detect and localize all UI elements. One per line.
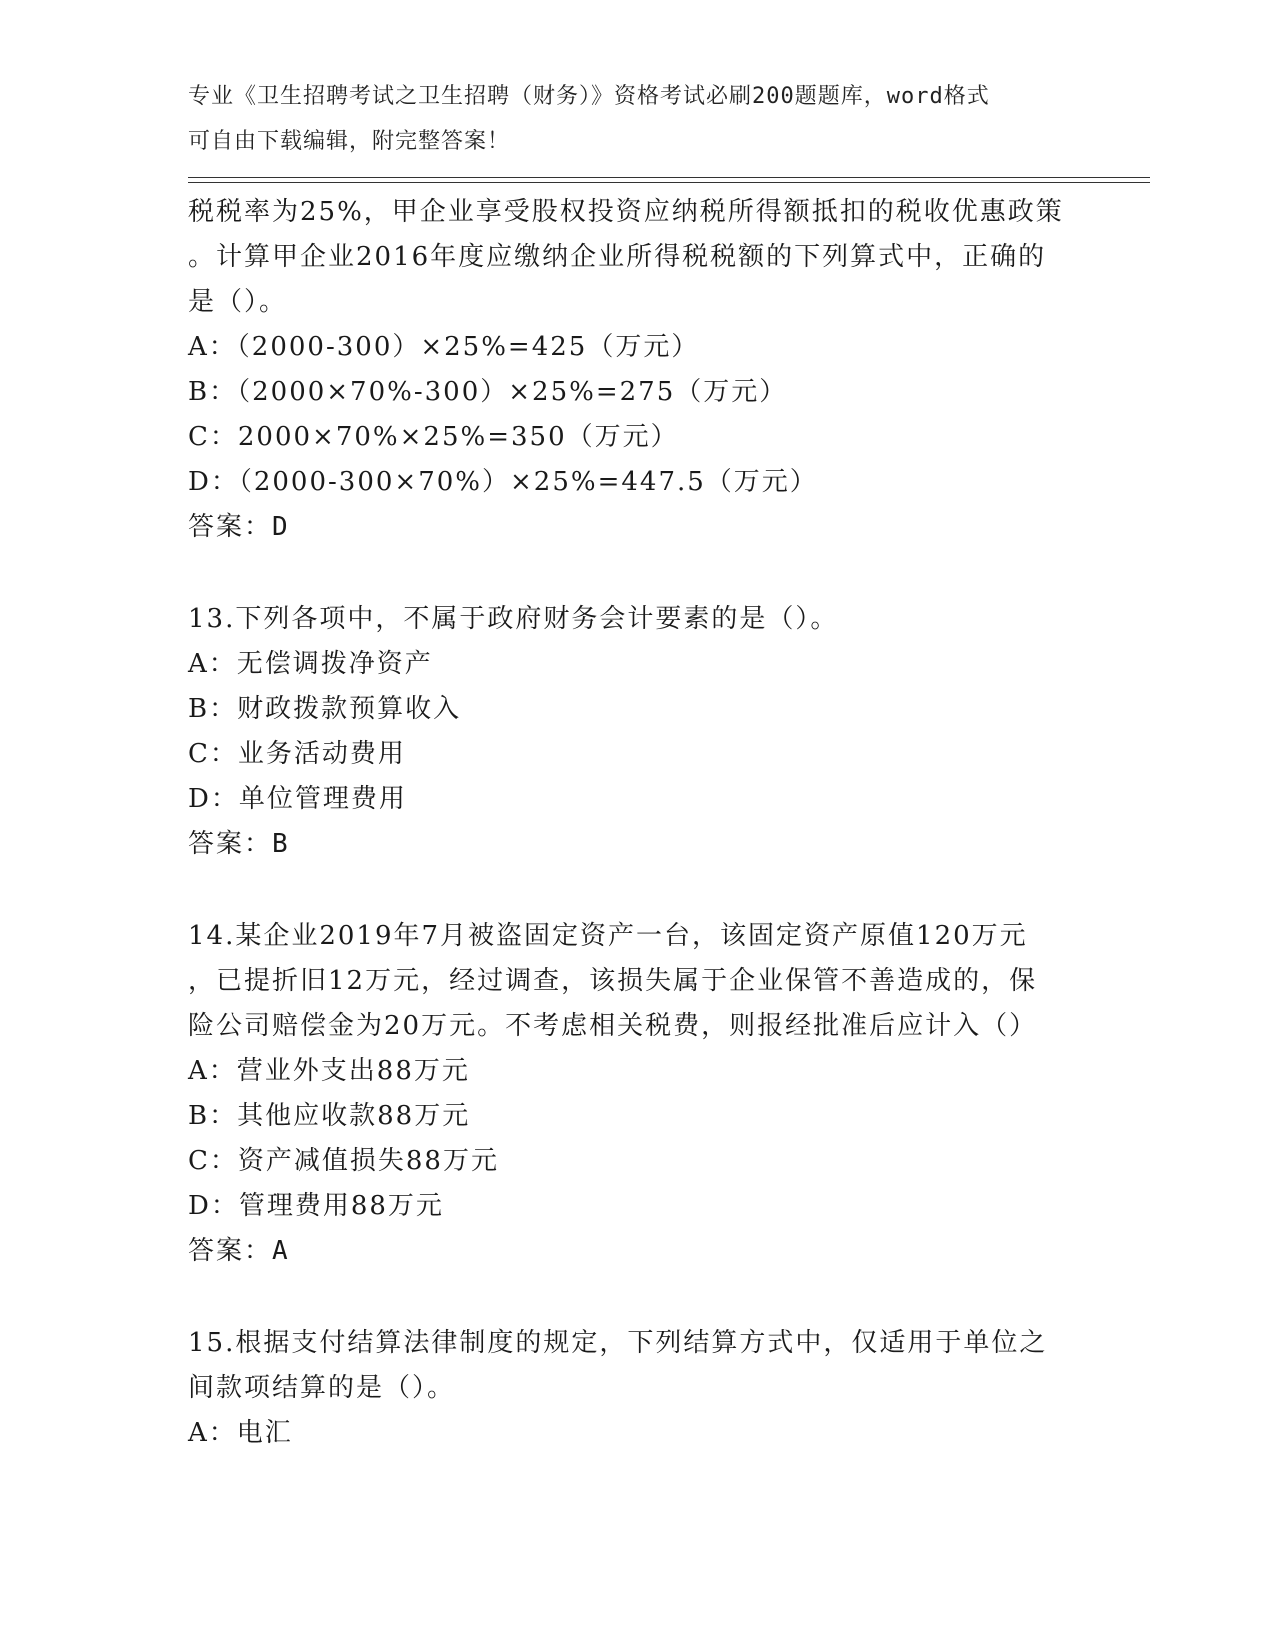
document-body: [188, 190, 1088, 1456]
option-a: A：营业外支出88万元: [188, 1056, 470, 1086]
option-a: A：无偿调拨净资产: [188, 649, 433, 679]
question-text: ，已提折旧12万元，经过调查，该损失属于企业保管不善造成的，保: [188, 966, 1038, 996]
header-line-2: 可自由下载编辑，附完整答案！: [188, 129, 511, 154]
option-d: D：单位管理费用: [188, 784, 407, 814]
question-13: [188, 597, 1088, 867]
option-d: D：管理费用88万元: [188, 1191, 444, 1221]
header-divider-top: [188, 177, 1150, 178]
question-spacer: [188, 550, 1088, 597]
option-a: A：电汇: [188, 1418, 293, 1448]
question-14: [188, 914, 1088, 1274]
question-text: 14.某企业2019年7月被盗固定资产一台，该固定资产原值120万元: [188, 921, 1028, 951]
answer-label: 答案：A: [188, 1236, 290, 1266]
option-c: C：2000×70%×25%=350（万元）: [188, 422, 679, 452]
question-12: [188, 190, 1088, 550]
question-15: [188, 1321, 1088, 1456]
header-divider-bottom: [188, 182, 1150, 183]
question-text: 13.下列各项中，不属于政府财务会计要素的是（）。: [188, 604, 839, 634]
answer-label: 答案：D: [188, 512, 290, 542]
document-header: [188, 74, 1088, 164]
answer-label: 答案：B: [188, 829, 290, 859]
question-text: 是（）。: [188, 287, 288, 317]
option-b: B：财政拨款预算收入: [188, 694, 462, 724]
option-c: C：资产减值损失88万元: [188, 1146, 499, 1176]
option-b: B：（2000×70%-300）×25%=275（万元）: [188, 377, 788, 407]
question-text: 间款项结算的是（）。: [188, 1373, 456, 1403]
question-text: 15.根据支付结算法律制度的规定，下列结算方式中，仅适用于单位之: [188, 1328, 1048, 1358]
option-a: A：（2000-300）×25%=425（万元）: [188, 332, 700, 362]
option-c: C：业务活动费用: [188, 739, 406, 769]
header-line-1: 专业《卫生招聘考试之卫生招聘（财务）》资格考试必刷200题题库，word格式: [188, 84, 990, 109]
question-spacer: [188, 1274, 1088, 1321]
option-b: B：其他应收款88万元: [188, 1101, 471, 1131]
question-text: 税税率为25%，甲企业享受股权投资应纳税所得额抵扣的税收优惠政策: [188, 197, 1064, 227]
option-d: D：（2000-300×70%）×25%=447.5（万元）: [188, 467, 818, 497]
question-text: 险公司赔偿金为20万元。不考虑相关税费，则报经批准后应计入（）: [188, 1011, 1038, 1041]
question-spacer: [188, 867, 1088, 914]
question-text: 。计算甲企业2016年度应缴纳企业所得税税额的下列算式中，正确的: [188, 242, 1047, 272]
